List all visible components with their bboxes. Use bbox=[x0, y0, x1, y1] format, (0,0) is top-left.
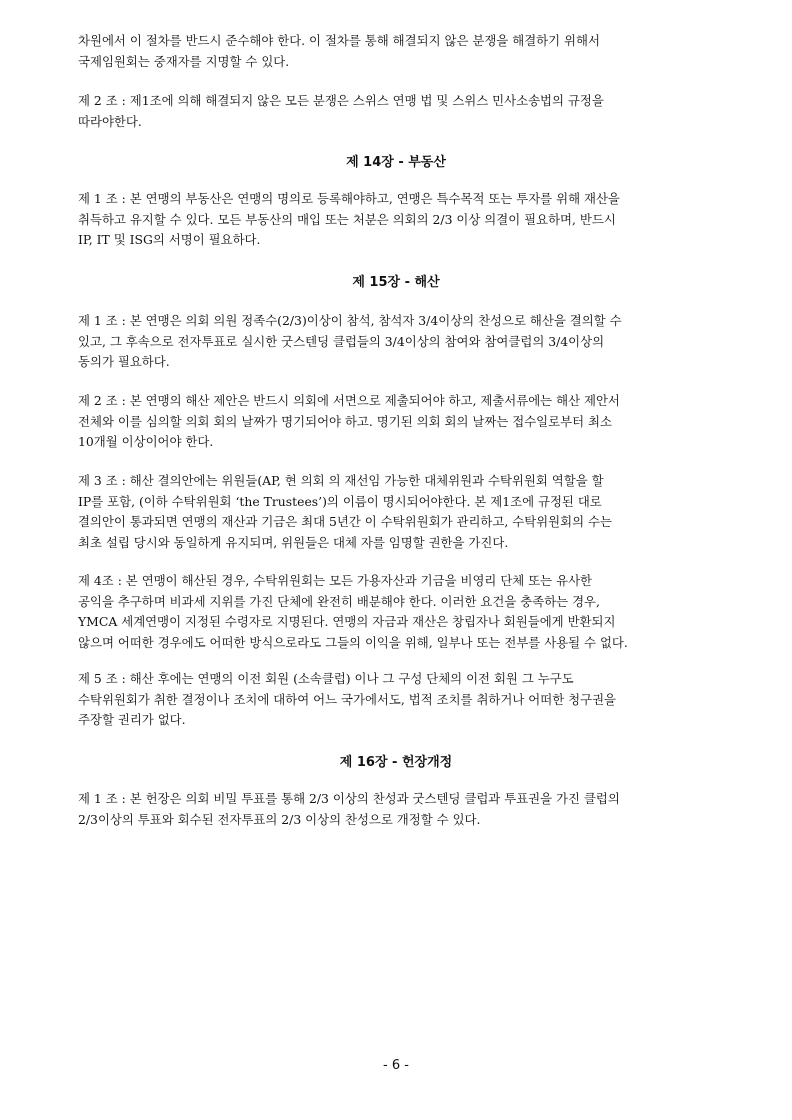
text-line: IP를 포함, (이하 수탁위원회 ‘the Trustees’)의 이름이 명시되어야한다. 본 제1조에 규정된 대로 bbox=[78, 493, 602, 509]
text-line: 따라야한다. bbox=[78, 113, 142, 129]
chapter-15-heading: 제 15장 - 해산 bbox=[352, 275, 440, 290]
text-line: 차원에서 이 절차를 반드시 준수해야 한다. 이 절차를 통해 해결되지 않은 분쟁을 해결하기 위해서 bbox=[78, 33, 600, 48]
text-line: 수탁위원회가 취한 결정이나 조치에 대하여 어느 국가에서도, 법적 조치를 취하거나 어떠한 청구권을 bbox=[78, 691, 617, 707]
page-number: - 6 - bbox=[383, 1058, 409, 1073]
text-line: 제 1 조 : 본 연맹은 의회 의원 정족수(2/3)이상이 참석, 참석자 3/4이상의 찬성으로 해산을 결의할 수 bbox=[78, 313, 622, 328]
text-line: 않으며 어떠한 경우에도 어떠한 방식으로라도 그들의 이익을 위해, 일부나 또는 전부를 사용될 수 없다. bbox=[78, 634, 628, 650]
paragraph-ch16-article-1 bbox=[78, 789, 714, 830]
paragraph-dispute-procedure bbox=[78, 31, 714, 72]
text-line: 결의안이 통과되면 연맹의 재산과 기금은 최대 5년간 이 수탁위원회가 관리하고, 수탁위원회의 수는 bbox=[78, 514, 612, 529]
text-line: 제 3 조 : 해산 결의안에는 위원들(AP, 현 의회 의 재선임 가능한 대체위원과 수탁위원회 역할을 할 bbox=[78, 473, 604, 488]
text-line: 국제임원회는 중재자를 지명할 수 있다. bbox=[78, 53, 290, 69]
text-line: 10개월 이상이어야 한다. bbox=[78, 434, 214, 449]
paragraph-ch15-article-4 bbox=[78, 571, 714, 653]
text-line: YMCA 세계연맹이 지정된 수령자로 지명된다. 연맹의 자금과 재산은 창립자나 회원들에게 반환되지 bbox=[78, 614, 616, 629]
text-line: IP, IT 및 ISG의 서명이 필요하다. bbox=[78, 232, 261, 247]
chapter-16-heading: 제 16장 - 헌장개정 bbox=[339, 755, 453, 770]
text-line: 취득하고 유지할 수 있다. 모든 부동산의 매입 또는 처분은 의회의 2/3 이상 의결이 필요하며, 반드시 bbox=[78, 211, 616, 227]
paragraph-ch14-article-1 bbox=[78, 189, 714, 251]
paragraph-ch15-article-3 bbox=[78, 471, 714, 553]
text-line: 있고, 그 후속으로 전자투표로 실시한 굿스텐딩 클럽들의 3/4이상의 참여와 참여클럽의 3/4이상의 bbox=[78, 333, 605, 349]
paragraph-ch15-article-2 bbox=[78, 391, 714, 453]
text-line: 제 2 조 : 본 연맹의 해산 제안은 반드시 의회에 서면으로 제출되어야 하고, 제출서류에는 해산 제안서 bbox=[78, 393, 620, 408]
text-line: 전체와 이를 심의할 의회 회의 날짜가 명기되어야 하고. 명기된 의회 회의 날짜는 접수일로부터 최소 bbox=[78, 413, 612, 429]
text-line: 공익을 추구하며 비과세 지위를 가진 단체에 완전히 배분해야 한다. 이러한 요건을 충족하는 경우, bbox=[78, 593, 600, 609]
text-line: 동의가 필요하다. bbox=[78, 354, 170, 369]
text-line: 2/3이상의 투표와 회수된 전자투표의 2/3 이상의 찬성으로 개정할 수 있다. bbox=[78, 811, 481, 827]
paragraph-ch15-article-1 bbox=[78, 311, 714, 373]
text-line: 주장할 권리가 없다. bbox=[78, 712, 186, 727]
text-line: 제 5 조 : 해산 후에는 연맹의 이전 회원 (소속클럽) 이나 그 구성 단체의 이전 회원 그 누구도 bbox=[78, 671, 574, 686]
text-line: 제 2 조 : 제1조에 의해 해결되지 않은 모든 분쟁은 스위스 연맹 법 및 스위스 민사소송법의 규정을 bbox=[78, 93, 604, 108]
chapter-14-heading: 제 14장 - 부동산 bbox=[346, 155, 446, 170]
text-line: 제 1 조 : 본 연맹의 부동산은 연맹의 명의로 등록해야하고, 연맹은 특수목적 또는 투자를 위해 재산을 bbox=[78, 191, 620, 206]
paragraph-article-2 bbox=[78, 91, 714, 132]
text-line: 최초 설립 당시와 동일하게 유지되며, 위원들은 대체 자를 임명할 권한을 가진다. bbox=[78, 534, 509, 550]
paragraph-ch15-article-5 bbox=[78, 669, 714, 731]
text-line: 제 1 조 : 본 헌장은 의회 비밀 투표를 통해 2/3 이상의 찬성과 굿스텐딩 클럽과 투표권을 가진 클럽의 bbox=[78, 791, 620, 806]
text-line: 제 4조 : 본 연맹이 해산된 경우, 수탁위원회는 모든 가용자산과 기금을 비영리 단체 또는 유사한 bbox=[78, 573, 593, 588]
